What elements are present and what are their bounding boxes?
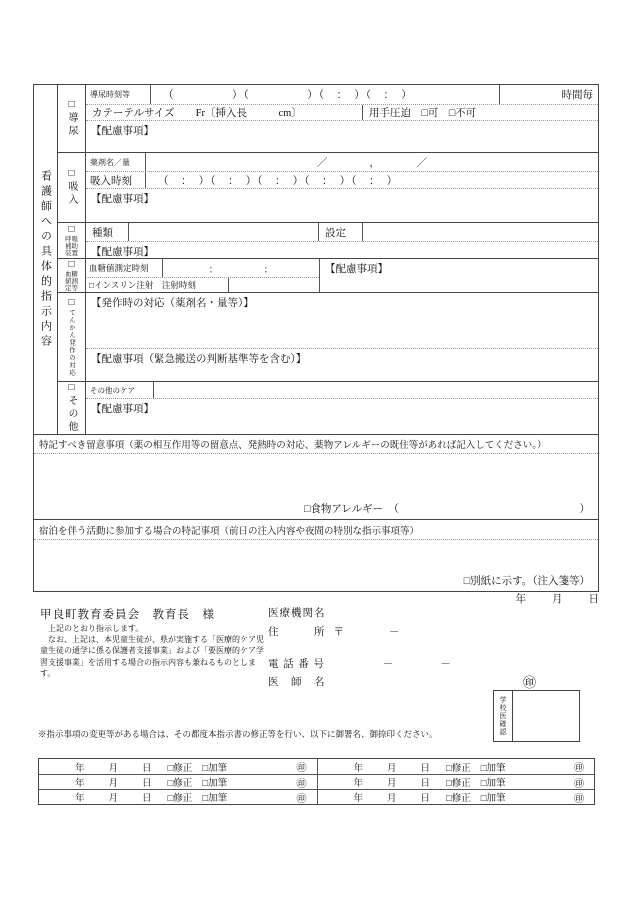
rev-month-label: 月 xyxy=(387,779,397,789)
nurse-instruction-label: 看護師への具体的指示内容 xyxy=(39,169,52,350)
glucose-label: 血糖値測定等 xyxy=(65,271,78,292)
revision-cell[interactable] xyxy=(39,790,317,804)
postal-dash: － xyxy=(389,627,401,638)
revision-note: ※指示事項の変更等がある場合は、その都度本指示書の修正等を行い、以下に御署名、御捺印ください。 xyxy=(38,729,438,739)
school-doctor-confirm-box[interactable] xyxy=(493,690,580,742)
rev-add-checkbox[interactable]: □加筆 xyxy=(202,794,228,804)
catheter-pressure-options[interactable]: 用手圧迫 □可 □不可 xyxy=(369,108,477,119)
catheterization-checkbox-cell[interactable] xyxy=(58,85,86,152)
rev-fix-checkbox[interactable]: □修正 xyxy=(167,763,193,774)
catheterization-checkbox[interactable]: □ xyxy=(68,99,75,110)
glucose-time-label: 血糖値測定時刻 xyxy=(86,259,163,277)
doctor-name-field[interactable] xyxy=(268,674,326,689)
catheter-care-note-label: 【配慮事項】 xyxy=(91,126,154,137)
glucose-time-value[interactable]: ： ： xyxy=(208,264,274,276)
phone-field[interactable] xyxy=(268,656,452,671)
epilepsy-response-label: 【発作時の対応（薬剤名・量等）】 xyxy=(91,298,254,309)
section-catheterization xyxy=(58,85,598,153)
rev-day-label: 日 xyxy=(420,779,431,789)
issue-date-year-label: 年 xyxy=(515,594,526,605)
school-doctor-sign-area[interactable] xyxy=(513,691,579,741)
postal-mark: 〒 xyxy=(333,627,345,638)
epilepsy-checkbox[interactable]: □ xyxy=(68,297,75,309)
glucose-care-note-label: 【配慮事項】 xyxy=(325,264,388,275)
revision-table xyxy=(38,758,595,805)
catheterization-label: 導尿 xyxy=(66,112,77,138)
instruction-table xyxy=(33,84,599,592)
attachment-note-checkbox-label[interactable]: □別紙に示す。（注入箋等） xyxy=(463,576,590,587)
section-epilepsy xyxy=(58,293,598,382)
school-doctor-label-cell xyxy=(494,691,513,741)
special-remarks-input-area[interactable] xyxy=(34,453,598,519)
rev-day-label: 日 xyxy=(142,763,152,774)
rev-year-label: 年 xyxy=(75,794,85,804)
insulin-injection-option[interactable]: □インスリン注射 注射時刻 xyxy=(86,278,229,292)
rev-month-label: 月 xyxy=(387,763,397,774)
respirator-care-note-label: 【配慮事項】 xyxy=(91,247,154,258)
issue-date-month-label: 月 xyxy=(552,594,563,605)
epilepsy-label: てんかん発作の対応 xyxy=(68,309,75,377)
rev-add-checkbox[interactable]: □加筆 xyxy=(202,779,228,789)
rev-year-label: 年 xyxy=(353,763,364,774)
epilepsy-checkbox-cell[interactable] xyxy=(58,293,86,381)
rev-month-label: 月 xyxy=(108,794,119,804)
respirator-label: 呼吸補助装置 xyxy=(65,236,78,257)
inhalation-drug-label: 薬剤名／量 xyxy=(86,153,146,171)
instruction-statement xyxy=(40,623,268,679)
inhalation-checkbox-cell[interactable] xyxy=(58,153,86,222)
inhalation-drug-value[interactable]: ／ ， ／ xyxy=(316,157,428,169)
rev-seal-icon: ㊞ xyxy=(296,793,307,805)
rev-fix-checkbox[interactable]: □修正 xyxy=(446,794,471,804)
glucose-checkbox-cell[interactable] xyxy=(58,259,86,292)
revision-row xyxy=(39,759,594,774)
issue-date-day-label: 日 xyxy=(588,594,599,605)
revision-row xyxy=(39,789,594,804)
revision-cell[interactable] xyxy=(317,759,595,774)
respirator-checkbox-cell[interactable] xyxy=(58,223,86,258)
doctor-seal-icon: ㊞ xyxy=(523,675,537,690)
other-care-type-label: その他のケア xyxy=(86,382,154,398)
overnight-activity-input-area[interactable] xyxy=(34,539,598,591)
overnight-activity-header: 宿泊を伴う活動に参加する場合の特記事項（前日の注入内容や夜間の特別な指示事項等） xyxy=(34,519,598,539)
rev-seal-icon: ㊞ xyxy=(296,763,307,774)
inhalation-time-label: 吸入時刻 xyxy=(86,172,146,188)
rev-add-checkbox[interactable]: □加筆 xyxy=(480,763,506,774)
food-allergy-close-paren: ） xyxy=(579,504,590,515)
medical-org-label: 医療機関名 xyxy=(268,608,326,619)
rev-day-label: 日 xyxy=(142,794,152,804)
respirator-type-input-area[interactable] xyxy=(129,223,319,241)
rev-add-checkbox[interactable]: □加筆 xyxy=(480,779,506,789)
addressee-line: 甲良町教育委員会 教育長 様 xyxy=(40,609,215,621)
rev-day-label: 日 xyxy=(142,779,152,789)
rev-fix-checkbox[interactable]: □修正 xyxy=(446,779,471,789)
epilepsy-care-note-label: 【配慮事項（緊急搬送の判断基準等を含む）】 xyxy=(91,354,307,365)
medical-org-field[interactable] xyxy=(268,605,326,620)
rev-day-label: 日 xyxy=(420,794,431,804)
glucose-checkbox[interactable]: □ xyxy=(68,259,75,270)
catheter-time-label: 導尿時刻等 xyxy=(86,85,151,104)
inhalation-time-slots[interactable]: （ ： ）（ ： ）（ ： ）（ ： ）（ ： ） xyxy=(158,175,399,187)
other-checkbox[interactable]: □ xyxy=(68,382,75,393)
food-allergy-row[interactable] xyxy=(304,501,590,516)
statement-line-1: 上記のとおり指示します。 xyxy=(48,624,144,633)
catheter-size-field[interactable]: カテーテルサイズ Fr〔挿入長 cm〕 xyxy=(86,105,363,120)
revision-cell[interactable] xyxy=(317,790,595,804)
phone-label: 電 話 番 号 xyxy=(268,659,325,670)
respirator-type-label: 種類 xyxy=(86,223,129,241)
section-glucose xyxy=(58,259,598,293)
food-allergy-input-area[interactable] xyxy=(399,501,580,516)
rev-seal-icon: ㊞ xyxy=(574,763,584,774)
special-remarks-header: 特記すべき留意事項（薬の相互作用等の留意点、発熱時の対応、薬物アレルギーの既住等があれば記入してください。） xyxy=(34,434,598,453)
inhalation-label: 吸入 xyxy=(66,181,77,207)
revision-cell[interactable] xyxy=(39,759,317,774)
inhalation-care-note-label: 【配慮事項】 xyxy=(91,194,154,205)
rev-month-label: 月 xyxy=(108,779,119,789)
rev-seal-icon: ㊞ xyxy=(574,793,584,805)
phone-dash-2: － xyxy=(440,659,452,670)
catheter-time-slots[interactable]: （ ）（ ）（ ： ）（ ： ） xyxy=(163,90,413,101)
other-label: その他 xyxy=(66,395,77,434)
revision-cell[interactable] xyxy=(39,775,317,789)
rev-fix-checkbox[interactable]: □修正 xyxy=(167,779,193,789)
section-inhalation xyxy=(58,153,598,223)
school-doctor-label: 学校医確認 xyxy=(499,696,507,736)
left-vertical-label-column xyxy=(34,85,58,434)
issue-date-line[interactable] xyxy=(516,591,600,606)
respirator-setting-label: 設定 xyxy=(319,223,363,241)
rev-seal-icon: ㊞ xyxy=(296,778,307,790)
rev-year-label: 年 xyxy=(353,794,364,804)
inhalation-checkbox[interactable]: □ xyxy=(68,168,75,179)
rev-add-checkbox[interactable]: □加筆 xyxy=(480,794,506,804)
food-allergy-checkbox-label[interactable]: □食物アレルギー （ xyxy=(304,504,399,515)
rev-seal-icon: ㊞ xyxy=(574,778,584,790)
section-other xyxy=(58,382,598,434)
doctor-name-label: 医 師 名 xyxy=(268,677,326,688)
other-care-note-label: 【配慮事項】 xyxy=(91,404,154,415)
rev-fix-checkbox[interactable]: □修正 xyxy=(167,794,193,804)
statement-line-2: なお、上記は、本児童生徒が、県が実施する「医療的ケア児童生徒の通学に係る保護者支援事業」および「要医療的ケア学習支援事業」を活用する場合の指示内容も兼ねるものとします。 xyxy=(40,635,264,678)
rev-year-label: 年 xyxy=(353,779,364,789)
phone-dash-1: － xyxy=(382,659,395,670)
glucose-care-note-cell[interactable] xyxy=(319,259,598,292)
address-field[interactable] xyxy=(268,624,401,639)
respirator-checkbox[interactable]: □ xyxy=(68,224,75,235)
catheter-interval-label: 時間毎 xyxy=(499,85,598,104)
rev-day-label: 日 xyxy=(420,763,431,774)
rev-year-label: 年 xyxy=(75,763,85,774)
rev-fix-checkbox[interactable]: □修正 xyxy=(446,763,471,774)
address-label: 住 所 xyxy=(268,627,326,638)
other-checkbox-cell[interactable] xyxy=(58,382,86,434)
revision-row xyxy=(39,774,594,789)
section-respirator xyxy=(58,223,598,259)
rev-year-label: 年 xyxy=(75,779,85,789)
rev-month-label: 月 xyxy=(387,794,397,804)
revision-cell[interactable] xyxy=(317,775,595,789)
rev-month-label: 月 xyxy=(108,763,119,774)
rev-add-checkbox[interactable]: □加筆 xyxy=(202,763,228,774)
